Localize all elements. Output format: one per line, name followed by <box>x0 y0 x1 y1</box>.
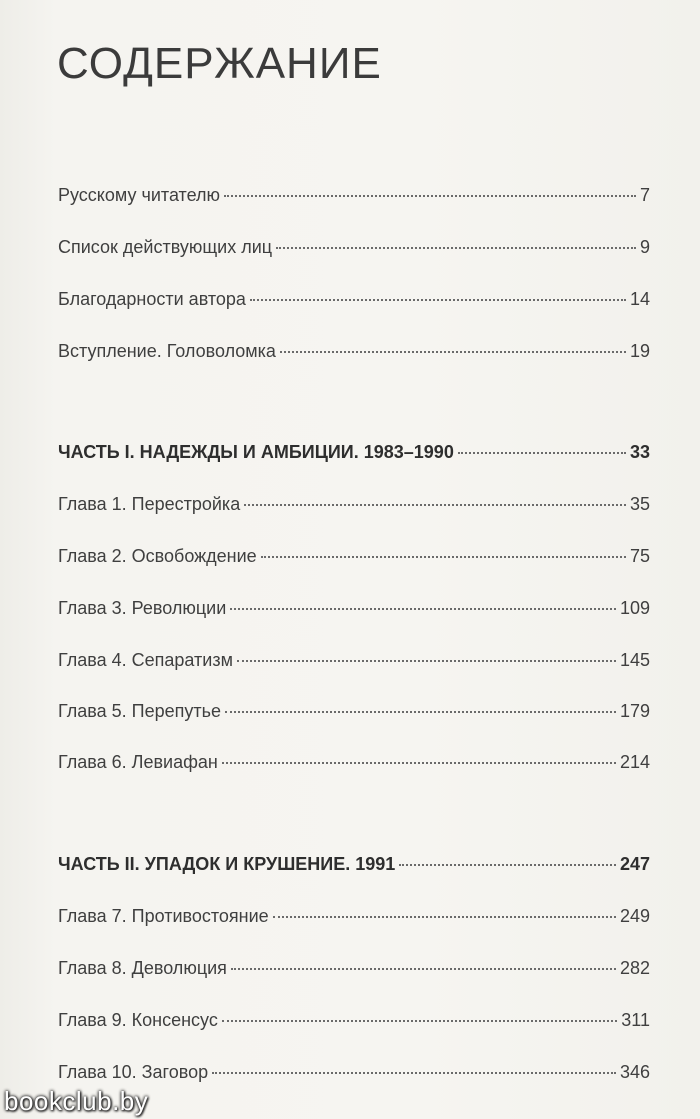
toc-part-heading <box>58 441 650 463</box>
toc-entry <box>58 545 650 567</box>
toc-page-number: 109 <box>619 598 650 618</box>
toc-entry <box>58 751 650 773</box>
toc-page-number: 179 <box>619 701 650 721</box>
toc-leader-dots <box>244 504 626 506</box>
toc-entry-label: Глава 7. Противостояние <box>58 906 269 926</box>
toc-leader-dots <box>222 1020 617 1022</box>
site-watermark: bookclub.by <box>4 1086 149 1116</box>
toc-entry <box>58 1009 650 1031</box>
toc-leader-dots <box>237 660 616 662</box>
toc-entry <box>58 184 650 206</box>
toc-page-number: 19 <box>629 341 650 361</box>
toc-entry-label: ЧАСТЬ I. НАДЕЖДЫ И АМБИЦИИ. 1983–1990 <box>58 442 454 462</box>
toc-page-number: 145 <box>619 650 650 670</box>
toc-page-number: 346 <box>619 1062 650 1082</box>
toc-part-heading <box>58 853 650 875</box>
toc-entry-label: Глава 2. Освобождение <box>58 546 257 566</box>
toc-leader-dots <box>276 247 636 249</box>
toc-entry-label: Глава 9. Консенсус <box>58 1010 218 1030</box>
toc-page-number: 311 <box>621 1010 650 1030</box>
toc-leader-dots <box>212 1072 616 1074</box>
toc-page-number: 14 <box>629 289 650 309</box>
toc-leader-dots <box>231 968 616 970</box>
toc-entry-label: Список действующих лиц <box>58 237 273 257</box>
toc-entry-label: Глава 1. Перестройка <box>58 494 241 514</box>
toc-entry <box>58 700 650 722</box>
toc-page-number: 75 <box>629 546 650 566</box>
toc-entry-label: Благодарности автора <box>58 289 246 309</box>
toc-entry-label: Глава 6. Левиафан <box>58 752 218 772</box>
toc-leader-dots <box>230 608 616 610</box>
toc-leader-dots <box>250 299 626 301</box>
toc-leader-dots <box>225 711 616 713</box>
toc-entry <box>58 340 650 362</box>
toc-page-number: 282 <box>619 958 650 978</box>
toc-entry-label: Глава 5. Перепутье <box>58 701 221 721</box>
toc-entry-label: Русскому читателю <box>58 185 221 205</box>
toc-entry-label: Глава 10. Заговор <box>58 1062 209 1082</box>
toc-page-number: 33 <box>629 442 650 462</box>
toc-entry <box>58 236 650 258</box>
toc-page-number: 35 <box>629 494 650 514</box>
toc-entry-label: Глава 3. Революции <box>58 598 227 618</box>
toc-leader-dots <box>222 762 616 764</box>
toc-entry <box>58 493 650 515</box>
toc-page-number: 214 <box>619 752 650 772</box>
toc-entry <box>58 957 650 979</box>
toc-page-number: 247 <box>619 854 650 874</box>
toc-leader-dots <box>273 916 616 918</box>
toc-page-number: 9 <box>639 237 650 257</box>
toc-entry <box>58 649 650 671</box>
toc-entry-label: ЧАСТЬ II. УПАДОК И КРУШЕНИЕ. 1991 <box>58 854 396 874</box>
toc-entry-label: Вступление. Головоломка <box>58 341 276 361</box>
page-title: СОДЕРЖАНИЕ <box>57 39 382 88</box>
toc-page-number: 7 <box>639 185 650 205</box>
toc-entry <box>58 1061 650 1083</box>
toc-leader-dots <box>280 351 626 353</box>
toc-entry-label: Глава 8. Деволюция <box>58 958 227 978</box>
toc-leader-dots <box>458 452 626 454</box>
toc-entry <box>58 288 650 310</box>
toc-leader-dots <box>399 864 616 866</box>
toc-leader-dots <box>224 195 636 197</box>
toc-entry-label: Глава 4. Сепаратизм <box>58 650 233 670</box>
toc-leader-dots <box>261 556 626 558</box>
toc-page-number: 249 <box>619 906 650 926</box>
toc-entry <box>58 597 650 619</box>
toc-entry <box>58 905 650 927</box>
